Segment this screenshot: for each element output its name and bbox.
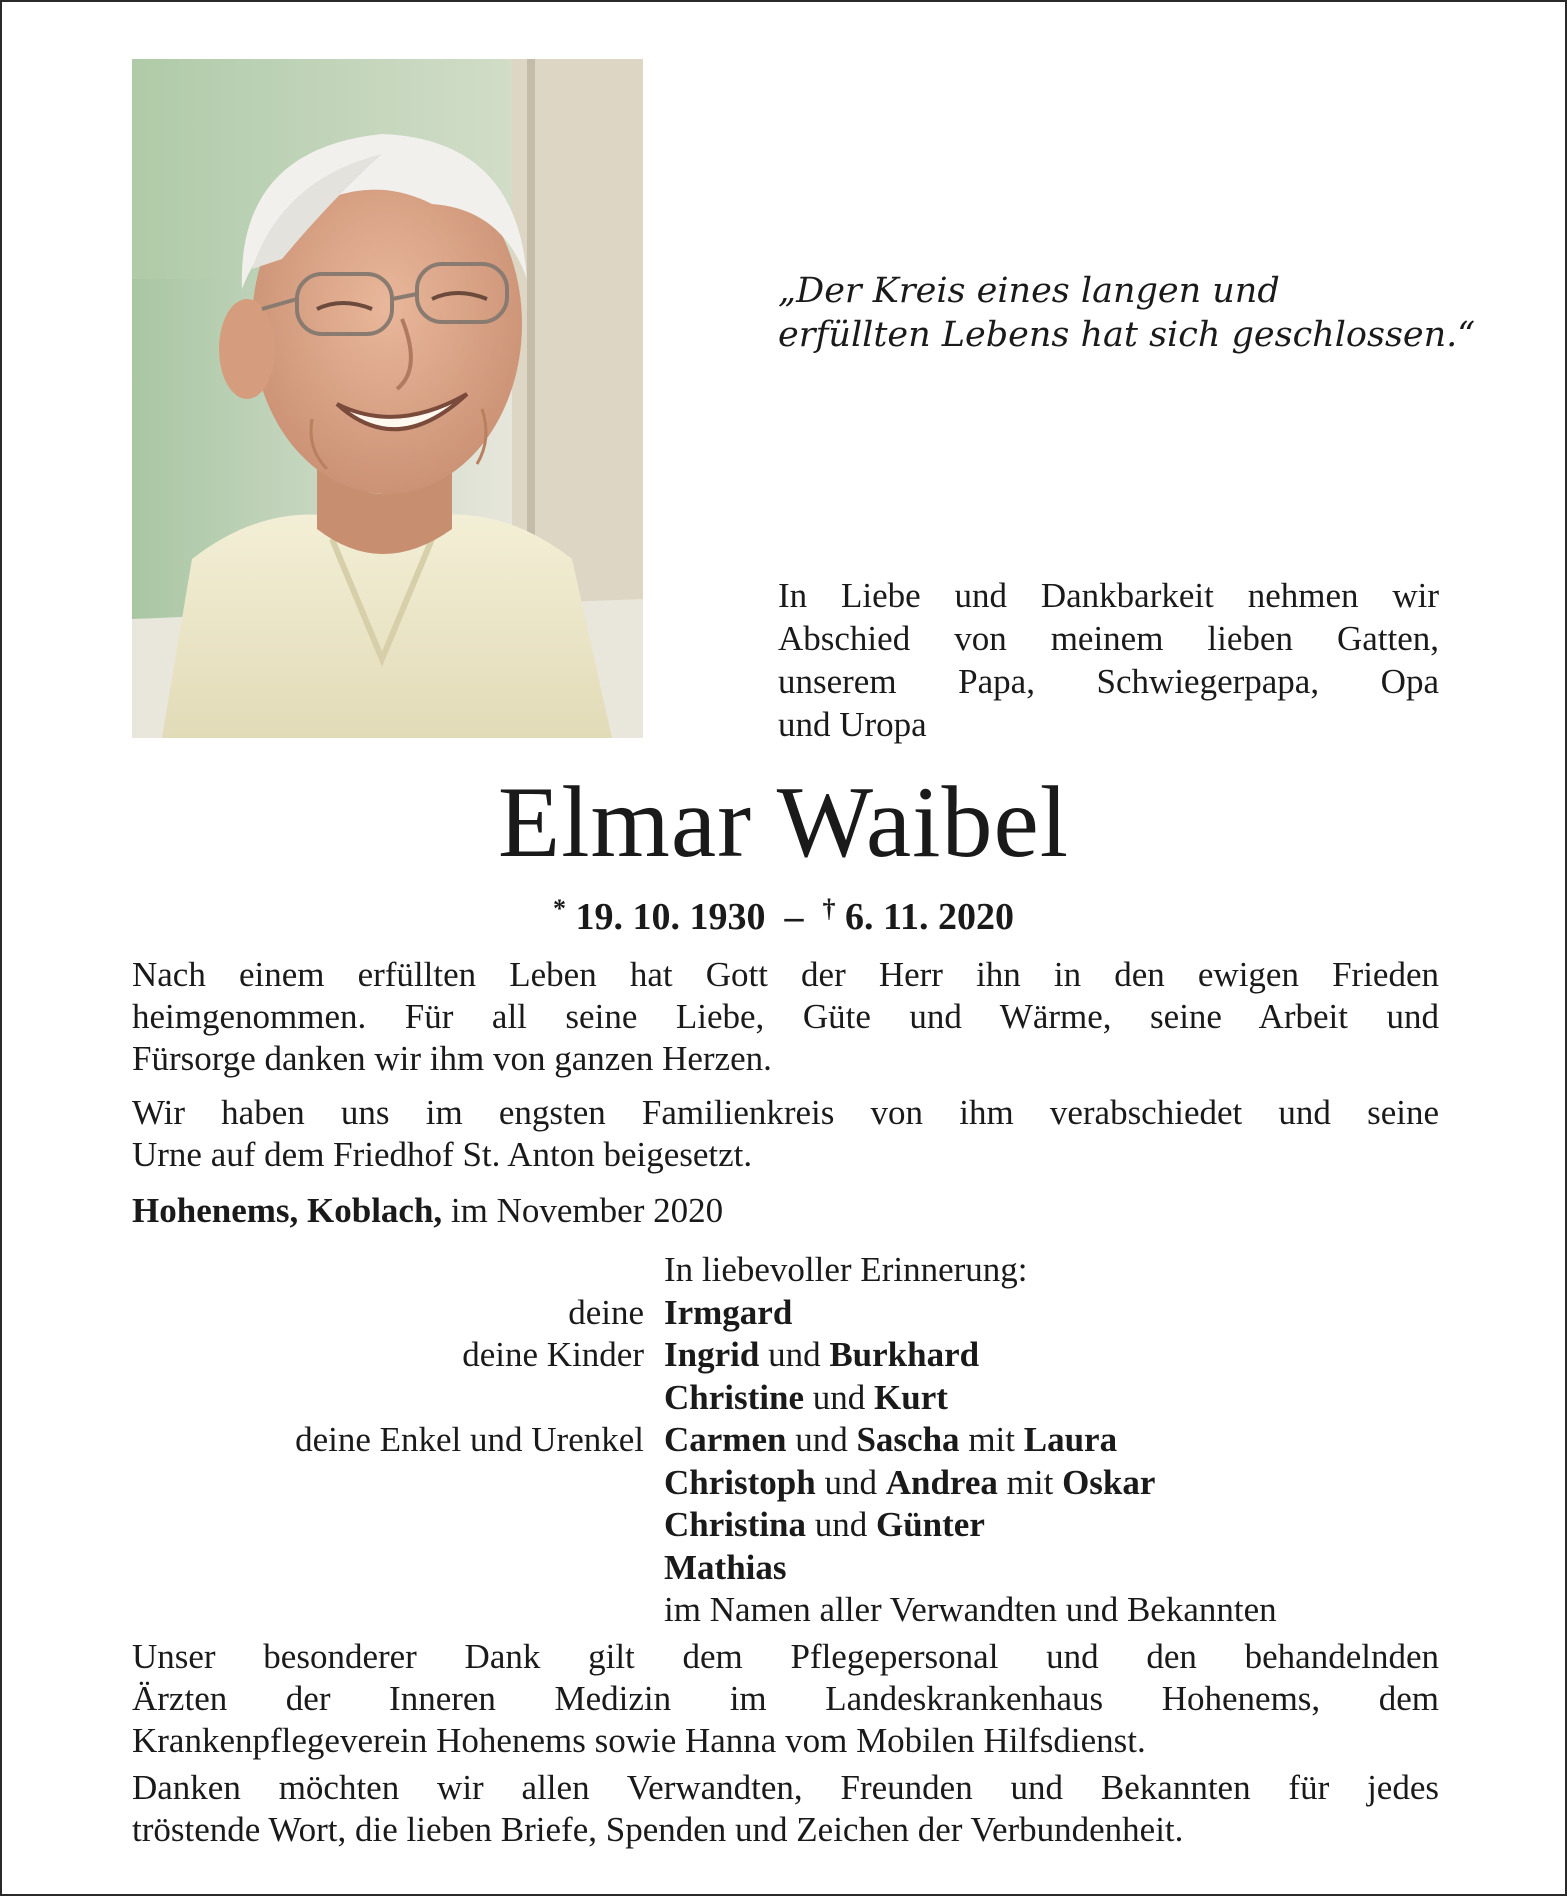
quote-line: erfüllten Lebens hat sich geschlossen.“: [778, 315, 1476, 355]
mourners-heading-row: [132, 1249, 1439, 1292]
mourner-label: deine Kinder: [462, 1335, 644, 1374]
intro-text: [778, 574, 1439, 746]
mourner-name: Christine: [664, 1377, 804, 1417]
death-symbol: †: [822, 894, 836, 923]
text-line: Wir haben uns im engsten Familienkreis von ihm verabschiedet und seine: [132, 1093, 1439, 1132]
place-names: Hohenems, Koblach,: [132, 1191, 443, 1230]
mourner-label: deine Enkel und Urenkel: [295, 1420, 644, 1459]
date-separator: –: [775, 896, 814, 938]
conjunction: und: [759, 1335, 830, 1374]
mourner-row-grandchildren: [132, 1419, 1439, 1462]
conjunction: mit: [997, 1462, 1063, 1502]
intro-line: und Uropa: [778, 705, 927, 744]
mourner-name: Oskar: [1062, 1462, 1156, 1502]
birth-symbol: *: [553, 894, 567, 923]
mourners-heading: In liebevoller Erinnerung:: [664, 1250, 1028, 1289]
paragraph-3: [132, 1636, 1439, 1762]
text-line: Ärzten der Inneren Medizin im Landeskrankenhaus Hohenems, dem: [132, 1679, 1439, 1718]
text-line: Nach einem erfüllten Leben hat Gott der Herr ihn in den ewigen Frieden: [132, 955, 1439, 994]
mourner-name: Irmgard: [664, 1292, 793, 1332]
mourner-name: Christoph: [664, 1462, 816, 1502]
mourner-label: deine: [568, 1292, 644, 1332]
mourner-row-wife: [132, 1292, 1439, 1335]
mourner-name: Burkhard: [829, 1335, 980, 1374]
conjunction: und: [804, 1377, 874, 1417]
conjunction: und: [786, 1420, 857, 1459]
conjunction: und: [805, 1505, 876, 1544]
mourner-name: Sascha: [856, 1420, 960, 1459]
text-line: Unser besonderer Dank gilt dem Pflegepersonal und den behandelnden: [132, 1637, 1439, 1676]
text-line: Krankenpflegeverein Hohenems sowie Hanna vom Mobilen Hilfsdienst.: [132, 1721, 1146, 1760]
mourner-name: Andrea: [885, 1462, 998, 1502]
text-line: Danken möchten wir allen Verwandten, Freunden und Bekannten für jedes: [132, 1768, 1439, 1807]
mourner-row-children: [132, 1334, 1439, 1377]
mourners-closing: im Namen aller Verwandten und Bekannten: [664, 1590, 1277, 1629]
mourner-name: Laura: [1023, 1420, 1118, 1459]
mourner-name: Ingrid: [664, 1335, 760, 1374]
intro-line: unserem Papa, Schwiegerpapa, Opa: [778, 662, 1439, 701]
portrait-photo: [132, 59, 643, 738]
mourner-row-grandchildren-2: [132, 1462, 1439, 1505]
life-dates: [2, 886, 1565, 940]
mourner-row-children-2: [132, 1377, 1439, 1420]
mourner-name: Carmen: [664, 1420, 787, 1459]
place-month: im November 2020: [442, 1191, 724, 1230]
mourners-closing-row: [132, 1589, 1439, 1632]
mourner-name: Kurt: [874, 1377, 948, 1417]
place-date: [132, 1190, 723, 1232]
conjunction: mit: [959, 1420, 1024, 1459]
conjunction: und: [815, 1462, 886, 1502]
paragraph-1: [132, 954, 1439, 1080]
mourner-name: Mathias: [664, 1547, 787, 1587]
paragraph-4: [132, 1767, 1439, 1851]
mourner-row-grandchildren-3: [132, 1504, 1439, 1547]
birth-date: 19. 10. 1930: [575, 896, 766, 938]
text-line: Fürsorge danken wir ihm von ganzen Herzen.: [132, 1039, 772, 1078]
text-line: tröstende Wort, die lieben Briefe, Spenden und Zeichen der Verbundenheit.: [132, 1810, 1184, 1849]
portrait-image: [132, 59, 643, 738]
intro-line: Abschied von meinem lieben Gatten,: [778, 619, 1439, 658]
quote: [778, 269, 1498, 357]
paragraph-2: [132, 1092, 1439, 1176]
mourner-name: Christina: [664, 1505, 806, 1544]
death-date: 6. 11. 2020: [845, 896, 1014, 938]
intro-line: In Liebe und Dankbarkeit nehmen wir: [778, 576, 1439, 615]
quote-line: „Der Kreis eines langen und: [778, 271, 1280, 311]
mourner-row-grandchildren-4: [132, 1547, 1439, 1590]
mourner-name: Günter: [875, 1505, 985, 1544]
text-line: heimgenommen. Für all seine Liebe, Güte und Wärme, seine Arbeit und: [132, 997, 1439, 1036]
mourners-list: [132, 1249, 1439, 1632]
text-line: Urne auf dem Friedhof St. Anton beigesetzt.: [132, 1135, 753, 1174]
deceased-name: Elmar Waibel: [497, 766, 1070, 879]
